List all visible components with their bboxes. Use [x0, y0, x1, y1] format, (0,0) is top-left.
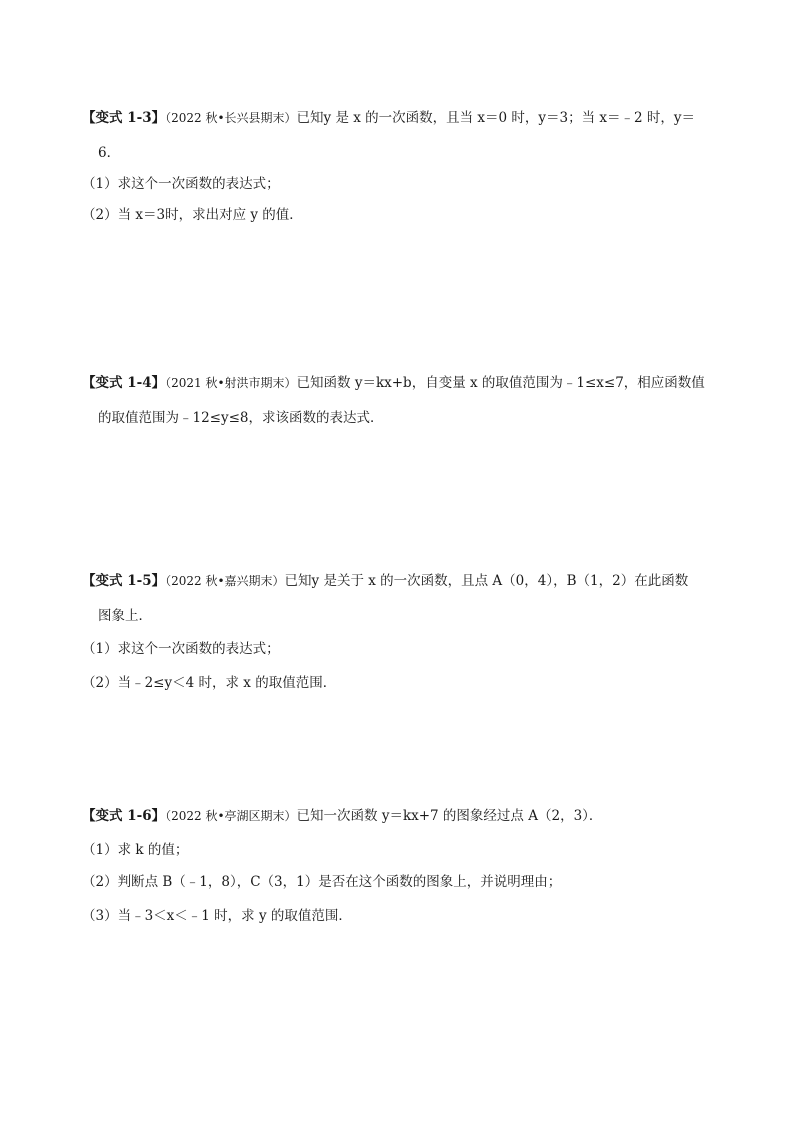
problem-part-2: （2）当﹣2≤y＜4 时，求 x 的取值范围． [82, 675, 337, 691]
problem-source: （2022 秋•长兴县期末） [165, 111, 297, 125]
problem-part-3: （3）当﹣3＜x＜﹣1 时，求 y 的取值范围． [82, 908, 352, 924]
problem-source: （2022 秋•亭湖区期末） [165, 809, 297, 823]
problem-source: （2022 秋•嘉兴期末） [165, 574, 285, 588]
problem-tag: 【变式 1-5】 [82, 573, 166, 589]
problem-stem-line2: 6． [98, 145, 121, 161]
problem-stem-text: 已知y 是 x 的一次函数，且当 x＝0 时，y＝3；当 x＝﹣2 时，y＝ [296, 110, 696, 126]
problem-stem-text: 已知一次函数 y＝kx+7 的图象经过点 A（2，3）． [296, 808, 603, 824]
problem-stem-line2: 的取值范围为﹣12≤y≤8，求该函数的表达式． [98, 410, 384, 426]
problem-stem-line1 [82, 108, 695, 128]
problem-part-1: （1）求这个一次函数的表达式； [82, 641, 280, 657]
problem-stem-line1 [82, 571, 688, 591]
problem-part-2: （2）判断点 B（﹣1，8），C（3，1）是否在这个函数的图象上，并说明理由； [82, 874, 562, 890]
problem-part-2: （2）当 x＝3时，求出对应 y 的值． [82, 207, 303, 223]
problem-stem-text: 已知函数 y＝kx+b，自变量 x 的取值范围为﹣1≤x≤7，相应函数值 [296, 375, 705, 391]
problem-tag: 【变式 1-3】 [82, 110, 166, 126]
problem-part-1: （1）求 k 的值； [82, 842, 189, 858]
problem-stem-line1 [82, 806, 602, 826]
problem-stem-text: 已知y 是关于 x 的一次函数，且点 A（0，4），B（1，2）在此函数 [284, 573, 689, 589]
problem-stem-line2: 图象上． [98, 608, 152, 624]
problem-tag: 【变式 1-4】 [82, 375, 166, 391]
problem-tag: 【变式 1-6】 [82, 808, 166, 824]
problem-source: （2021 秋•射洪市期末） [165, 376, 297, 390]
problem-part-1: （1）求这个一次函数的表达式； [82, 176, 280, 192]
problem-stem-line1 [82, 373, 705, 393]
